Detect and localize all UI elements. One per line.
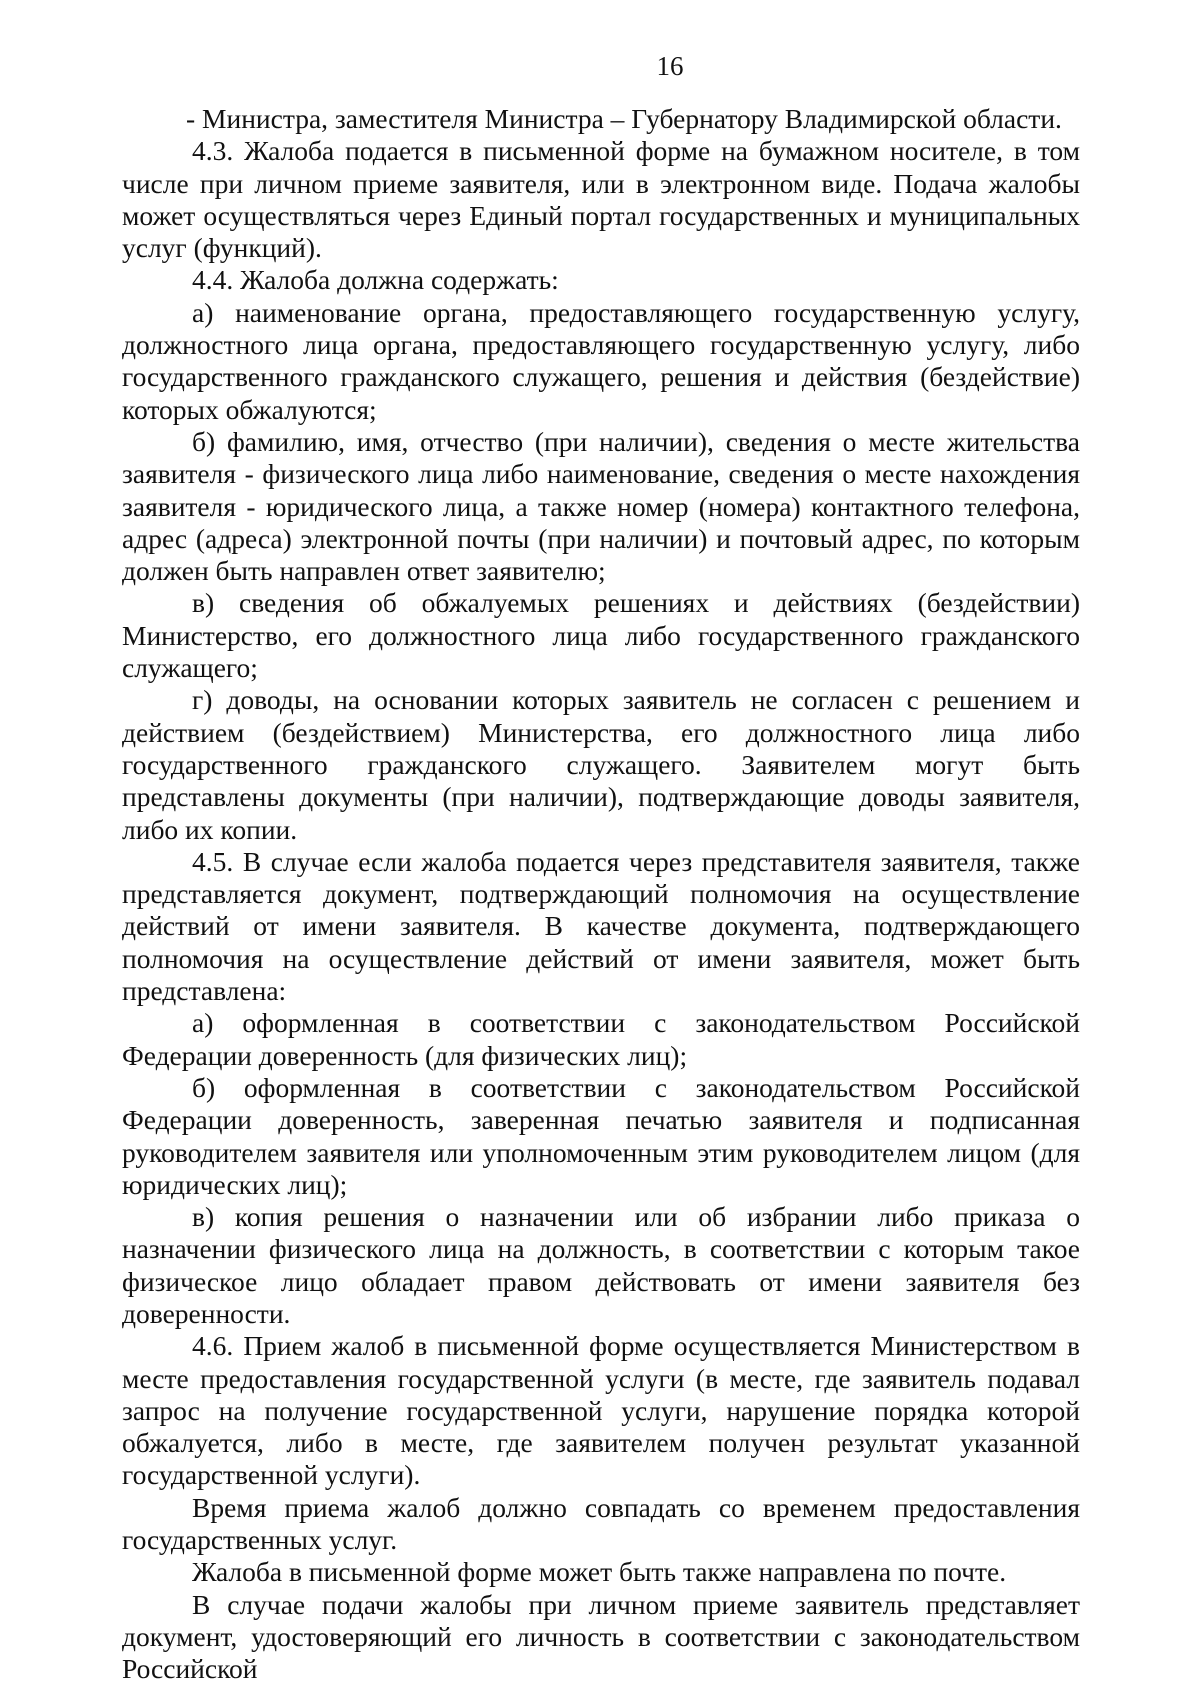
paragraph-minister: - Министра, заместителя Министра – Губернатору Владимирской области. xyxy=(186,103,1062,134)
paragraph-4-6: 4.6. Прием жалоб в письменной форме осуществляется Министерством в месте предоставления государственной услуги (в месте, где заявитель подавал запрос на получение государственной услуги, нарушение порядка которой обжалуется, либо в месте, где заявителем получен результат указанной государственной услуги). xyxy=(122,1330,1080,1491)
paragraph-4-4: 4.4. Жалоба должна содержать: xyxy=(192,264,559,296)
paragraph-4-4-a: а) наименование органа, предоставляющего государственную услугу, должностного лица органа, предоставляющего государственную услугу, либо государственного гражданского служащего, решения и действия (бездействие) которых обжалуются; xyxy=(122,296,1080,425)
paragraph-reception-time: Время приема жалоб должно совпадать со временем предоставления государственных услуг. xyxy=(122,1491,1080,1556)
paragraph-4-4-g: г) доводы, на основании которых заявитель не согласен с решением и действием (бездействием) Министерства, его должностного лица либо государственного гражданского служащего. Заявителем могут быть представлены документы (при наличии), подтверждающие доводы заявителя, либо их копии. xyxy=(122,684,1080,845)
paragraph-4-4-b: б) фамилию, имя, отчество (при наличии), сведения о месте жительства заявителя - физического лица либо наименование, сведения о месте нахождения заявителя - юридического лица, а также номер (номера) контактного телефона, адрес (адреса) электронной почты (при наличии) и почтовый адрес, по которым должен быть направлен ответ заявителю; xyxy=(122,425,1080,587)
document-body xyxy=(122,103,1080,1686)
paragraph-4-5-a: а) оформленная в соответствии с законодательством Российской Федерации доверенность (для физических лиц); xyxy=(122,1007,1080,1071)
paragraph-4-5: 4.5. В случае если жалоба подается через представителя заявителя, также представляется документ, подтверждающий полномочия на осуществление действий от имени заявителя. В качестве документа, подтверждающего полномочия на осуществление действий от имени заявителя, может быть представлена: xyxy=(122,845,1080,1007)
paragraph-by-mail: Жалоба в письменной форме может быть также направлена по почте. xyxy=(192,1556,1007,1588)
paragraph-personal-reception: В случае подачи жалобы при личном приеме заявитель представляет документ, удостоверяющий его личность в соответствии с законодательством Российской xyxy=(122,1588,1080,1685)
page-number: 16 xyxy=(656,51,684,81)
paragraph-4-4-v: в) сведения об обжалуемых решениях и действиях (бездействии) Министерство, его должностного лица либо государственного гражданского служащего; xyxy=(122,587,1080,684)
paragraph-4-5-v: в) копия решения о назначении или об избрании либо приказа о назначении физического лица на должность, в соответствии с которым такое физическое лицо обладает правом действовать от имени заявителя без доверенности. xyxy=(122,1201,1080,1329)
paragraph-4-5-b: б) оформленная в соответствии с законодательством Российской Федерации доверенность, заверенная печатью заявителя и подписанная руководителем заявителя или уполномоченным этим руководителем лицом (для юридических лиц); xyxy=(122,1071,1080,1200)
paragraph-4-3: 4.3. Жалоба подается в письменной форме на бумажном носителе, в том числе при личном приеме заявителя, или в электронном виде. Подача жалобы может осуществляться через Единый портал государственных и муниципальных услуг (функций). xyxy=(122,135,1080,264)
